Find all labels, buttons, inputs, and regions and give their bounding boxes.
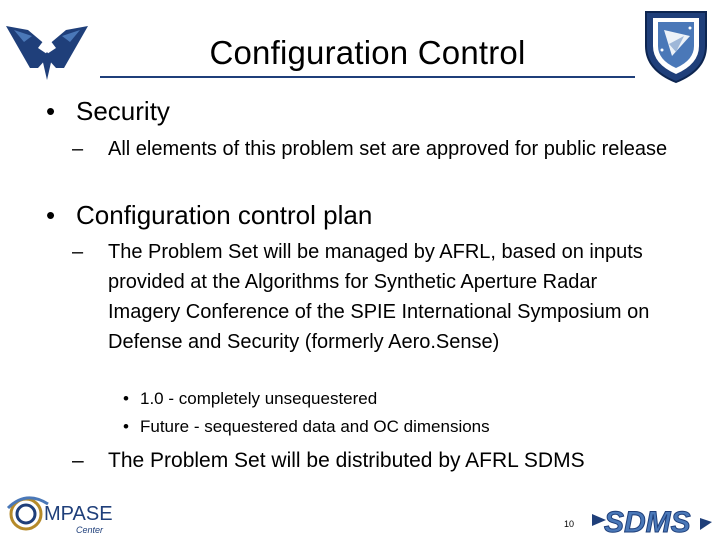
dash-icon: –	[72, 138, 84, 160]
page-number: 10	[564, 519, 575, 529]
sub-item-text: The Problem Set will be distributed by AFRL SDMS	[108, 449, 585, 472]
dash-icon: –	[72, 449, 84, 472]
bullet-icon: •	[123, 417, 129, 436]
compase-subtext: Center	[76, 525, 104, 535]
compase-center-logo	[4, 490, 116, 536]
compase-wordmark: MPASE	[44, 503, 113, 525]
slide-title: Configuration Control	[209, 34, 526, 71]
sub-sub-item-text: 1.0 - completely unsequestered	[140, 389, 378, 408]
sub-sub-item-text: Future - sequestered data and OC dimensions	[140, 417, 490, 436]
sub-item-text: All elements of this problem set are approved for public release	[108, 138, 668, 160]
bullet-icon: •	[46, 96, 56, 126]
bullet-text: Configuration control plan	[76, 200, 373, 230]
sdms-logo	[588, 500, 716, 540]
bullet-icon: •	[46, 200, 56, 230]
sdms-wordmark: SDMS	[604, 506, 691, 539]
dash-icon: –	[72, 241, 84, 263]
sub-item-text: The Problem Set will be managed by AFRL, based on inputs provided at the Algorithms for Synthetic Aperture Radar Imagery Conference of the SPIE International Symposium on Defense and Security (formerly Aero.Sense)	[108, 241, 650, 353]
bullet-icon: •	[123, 389, 129, 408]
bullet-text: Security	[76, 96, 170, 126]
